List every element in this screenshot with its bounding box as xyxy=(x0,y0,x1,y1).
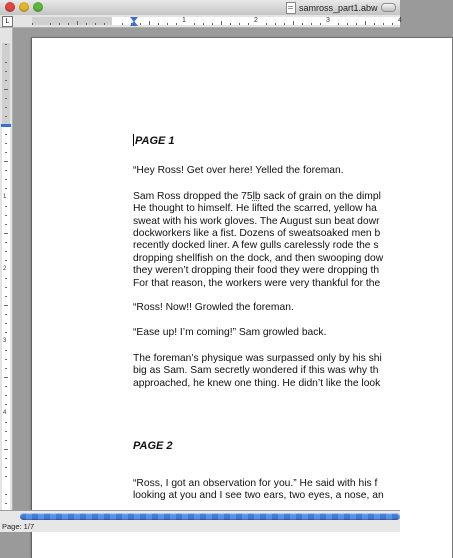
status-bar xyxy=(0,510,400,532)
ruler-tick xyxy=(5,260,7,261)
page-1-heading: PAGE 1 xyxy=(135,135,175,147)
ruler-tick xyxy=(302,23,303,25)
ruler-tick xyxy=(5,251,7,252)
ruler-tick xyxy=(320,23,321,25)
ruler-number: 1 xyxy=(182,17,186,24)
ruler-tick xyxy=(221,21,222,25)
paragraph-line: approached, he knew one thing. He didn’t like the look xyxy=(133,377,381,389)
paragraph-line: dockworkers like a fist. Dozens of sweatsoaked men b xyxy=(133,228,381,240)
ruler-number: 2 xyxy=(3,266,7,272)
ruler-tick xyxy=(4,377,8,378)
ruler-tick xyxy=(356,23,357,25)
ruler-tick xyxy=(122,23,123,25)
ruler-tick xyxy=(4,233,8,234)
ruler-tick xyxy=(5,62,7,63)
ruler-tick xyxy=(284,23,285,25)
ruler-tick xyxy=(311,23,312,25)
ruler-tick xyxy=(5,287,7,288)
ruler-tick xyxy=(86,23,87,25)
ruler-tick xyxy=(248,23,249,25)
paragraph-line: looking at you and I see two ears, two eyes, a nose, an xyxy=(133,489,384,501)
paragraph: “Hey Ross! Get over here! Yelled the foreman. xyxy=(133,165,344,177)
ruler-tick xyxy=(293,21,294,25)
ruler-tick xyxy=(59,23,60,25)
ruler-tick xyxy=(4,449,8,450)
ruler-number: 2 xyxy=(254,17,258,24)
document-text[interactable] xyxy=(133,134,453,502)
ruler-number: 3 xyxy=(326,17,330,24)
ruler-tick xyxy=(149,21,150,25)
ruler-tick xyxy=(158,23,159,25)
ruler-tick xyxy=(5,404,7,405)
ruler-tick xyxy=(167,23,168,25)
ruler-tick xyxy=(5,98,7,99)
ruler-tick xyxy=(275,23,276,25)
ruler-tick xyxy=(5,368,7,369)
ruler-tick xyxy=(374,23,375,25)
ruler-tick xyxy=(5,242,7,243)
ruler-tick xyxy=(5,458,7,459)
ruler-tick xyxy=(50,23,51,25)
paragraph-line: sweat with his work gloves. The August sun beat dowr xyxy=(133,215,380,227)
ruler-tick xyxy=(392,23,393,25)
ruler-tick xyxy=(5,206,7,207)
ruler-tick xyxy=(77,21,78,25)
paragraph: “Ease up! I’m coming!” Sam growled back. xyxy=(133,327,327,339)
ruler-tick xyxy=(5,503,7,504)
ruler-tick xyxy=(212,23,213,25)
horizontal-ruler[interactable] xyxy=(0,15,400,28)
ruler-tick xyxy=(32,23,33,25)
paragraph-line: He thought to himself. He lifted the scarred, yellow ha xyxy=(133,203,377,215)
ruler-tick xyxy=(4,305,8,306)
ruler-tick xyxy=(176,23,177,25)
ruler-tick xyxy=(5,431,7,432)
document-page[interactable] xyxy=(32,38,452,558)
ruler-tick xyxy=(5,395,7,396)
ruler-tick xyxy=(5,134,7,135)
ruler-tick xyxy=(239,23,240,25)
ruler-tick xyxy=(5,359,7,360)
ruler-tick xyxy=(5,314,7,315)
ruler-ticks xyxy=(32,17,400,25)
ruler-tick xyxy=(5,296,7,297)
ruler-tick xyxy=(338,23,339,25)
page-indicator: Page: 1/7 xyxy=(2,522,35,531)
ruler-tick xyxy=(4,161,8,162)
ruler-tick xyxy=(5,278,7,279)
ruler-number: 4 xyxy=(3,410,7,416)
top-margin-marker[interactable] xyxy=(1,124,11,127)
ruler-tick xyxy=(383,23,384,25)
ruler-tick xyxy=(140,23,141,25)
paragraph-line: For that reason, the workers were very thankful for the xyxy=(133,277,381,289)
paragraph-line: recently docked liner. A few gulls carelessly rode the s xyxy=(133,240,379,252)
ruler-tick xyxy=(5,71,7,72)
toolbar-toggle-button[interactable] xyxy=(381,3,396,12)
paragraph-line: they weren’t dropping their food they were dropping th xyxy=(133,265,380,277)
document-canvas[interactable] xyxy=(13,28,400,510)
horizontal-scrollbar[interactable] xyxy=(20,513,400,520)
ruler-tick xyxy=(5,170,7,171)
ruler-tick xyxy=(230,23,231,25)
ruler-tick xyxy=(5,107,7,108)
ruler-number: 1 xyxy=(3,194,7,200)
ruler-tick xyxy=(5,467,7,468)
text-cursor xyxy=(133,134,134,146)
ruler-tick xyxy=(5,152,7,153)
ruler-tick xyxy=(104,23,105,25)
vertical-ruler[interactable] xyxy=(0,28,13,520)
ruler-tick xyxy=(266,23,267,25)
paragraph-line: The foreman’s physique was surpassed only by his shi xyxy=(133,352,382,364)
ruler-tick xyxy=(4,89,8,90)
ruler-tick xyxy=(365,21,366,25)
ruler-tick xyxy=(203,23,204,25)
ruler-tick xyxy=(5,179,7,180)
ruler-tick xyxy=(5,440,7,441)
ruler-tick xyxy=(5,494,7,495)
paragraph-line: Sam Ross dropped the 75lb sack of grain on the dimpl xyxy=(133,190,381,202)
ruler-tick xyxy=(5,323,7,324)
vertical-ruler-top-margin xyxy=(2,43,10,126)
paragraph-line: “Ross, I got an observation for you.” He said with his f xyxy=(133,477,378,489)
ruler-number: 4 xyxy=(398,17,402,24)
close-window-button[interactable] xyxy=(5,2,15,12)
zoom-window-button[interactable] xyxy=(33,2,43,12)
ruler-tick xyxy=(5,422,7,423)
spelling-mark: lb xyxy=(252,190,261,202)
document-icon xyxy=(286,2,296,14)
ruler-tick xyxy=(68,23,69,25)
ruler-tick xyxy=(5,476,7,477)
paragraph: “Ross! Now!! Growled the foreman. xyxy=(133,302,294,314)
ruler-tick xyxy=(5,332,7,333)
ruler-tick xyxy=(5,350,7,351)
ruler-tick xyxy=(95,23,96,25)
ruler-tick xyxy=(5,143,7,144)
minimize-window-button[interactable] xyxy=(19,2,29,12)
ruler-tick xyxy=(5,386,7,387)
paragraph-line: big as Sam. Sam secretly wondered if this was why th xyxy=(133,365,379,377)
page-2-heading: PAGE 2 xyxy=(133,440,173,453)
ruler-tick xyxy=(5,215,7,216)
ruler-tick xyxy=(5,116,7,117)
left-indent-marker[interactable] xyxy=(130,21,138,26)
ruler-tick xyxy=(347,23,348,25)
ruler-tick xyxy=(5,80,7,81)
ruler-tick xyxy=(5,188,7,189)
title-bar[interactable] xyxy=(0,0,400,16)
ruler-tick xyxy=(5,224,7,225)
window-title: samross_part1.abw xyxy=(286,1,378,14)
paragraph-line: dropping shellfish on the dock, and then swooping dow xyxy=(133,252,384,264)
ruler-tick xyxy=(5,44,7,45)
ruler-number: 3 xyxy=(3,338,7,344)
ruler-tick xyxy=(194,23,195,25)
tab-stop-selector[interactable]: L xyxy=(2,16,13,27)
